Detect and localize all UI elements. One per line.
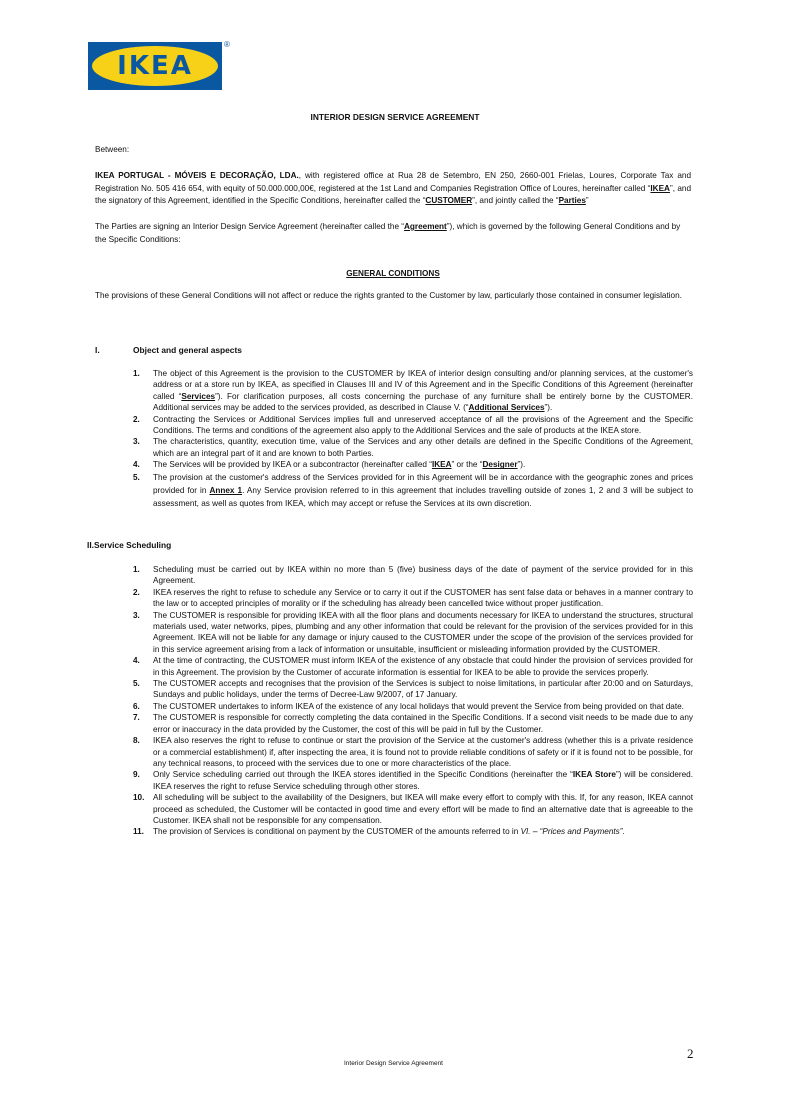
parties-paragraph: IKEA PORTUGAL - MÓVEIS E DECORAÇÃO, LDA., with registered office at Rua 28 de Setembro, EN 250, 2660-001 Frielas, Loures, Corporate Tax and Registration No. 505 416 654, with equity of 50.000.000,00€, registered at the 1st Land and Companies Registration Office of Loures, hereinafter called “IKEA”, and the signatory of this Agreement, identified in the Specific Conditions, hereinafter called the “CUSTOMER”, and jointly called the “Parties” — [95, 171, 692, 206]
ikea-logo — [88, 42, 222, 90]
general-conditions-heading: GENERAL CONDITIONS — [346, 269, 440, 278]
registered-mark: ® — [224, 40, 230, 49]
list-item: 7. The CUSTOMER is responsible for correctly completing the data contained in the Specific Conditions. If a second visit needs to be made due to any error or inaccuracy in the data provided by the Customer, the cost of this will be paid in full by the Customer. — [133, 713, 693, 734]
company-name: IKEA PORTUGAL - MÓVEIS E DECORAÇÃO, LDA. — [95, 171, 299, 180]
term-parties: Parties — [558, 196, 586, 206]
general-conditions-intro: The provisions of these General Conditions will not affect or reduce the rights granted to the Customer by law, particularly those contained in consumer legislation. — [95, 291, 682, 300]
section-1-numeral: I. — [95, 345, 100, 355]
list-item: 4. The Services will be provided by IKEA or a subcontractor (hereinafter called “IKEA” or the “Designer”). — [133, 460, 526, 470]
list-item: 5. The CUSTOMER accepts and recognises that the provision of the Services is subject to noise limitations, in particular after 20:00 and on Saturdays, Sundays and public holidays, under the terms of Decree-Law 9/2007, of 17 January. — [133, 679, 693, 700]
list-item: 1. Scheduling must be carried out by IKEA within no more than 5 (five) business days of the date of payment of the service provided for in this Agreement. — [133, 565, 693, 586]
list-item: 8. IKEA also reserves the right to refuse to continue or start the provision of the Service at the customer's address (whether this is a private residence or a commercial establishment) if, after inspecting the area, it is found not to provide reliable conditions of safety or if it is found not to be possible, for any technical reasons, to proceed with the services due to one or more characteristics of the place. — [133, 736, 693, 768]
term-agreement: Agreement — [404, 222, 447, 231]
page-footer: Interior Design Service Agreement — [344, 1060, 443, 1067]
list-item: 11. The provision of Services is conditional on payment by the CUSTOMER of the amounts referred to in VI. – “Prices and Payments”. — [133, 827, 625, 837]
list-item: 3. The CUSTOMER is responsible for providing IKEA with all the floor plans and documents necessary for IKEA to understand the structures, structural materials used, water networks, pipes, plumbing and any other information that could be relevant for the provision of the services provided for in this Agreement. IKEA will not be liable for any damage or injury caused to the CUSTOMER under the scope of the provision of the services provided for in this service agreement arising from a lack of information or unsuitable, insufficient or misleading information provided by the CUSTOMER. — [133, 610, 693, 654]
list-item: 9. Only Service scheduling carried out through the IKEA stores identified in the Specific Conditions (hereinafter the “IKEA Store”) will be considered. IKEA reserves the right to refuse Service scheduling through other stores. — [133, 770, 693, 791]
logo-wordmark: IKEA — [117, 51, 193, 81]
section-1-list — [133, 368, 693, 511]
list-item: 2. IKEA reserves the right to refuse to schedule any Service or to carry it out if the CUSTOMER has sent false data or behaves in a manner contrary to the law or to accepted principles of morality or if the scheduling has already been cancelled twice without proper justification. — [133, 587, 693, 609]
list-item: 5. The provision at the customer's address of the Services provided for in this Agreement will be in accordance with the geographic zones and prices provided for in Annex 1. Any Service provision referred to in this agreement that includes travelling outside of zones 1, 2 and 3 will be subject to assessment, as well as quotes from IKEA, which may accept or refuse the Services at its own discretion. — [133, 472, 693, 509]
agreement-paragraph: The Parties are signing an Interior Design Service Agreement (hereinafter called the “Agreement”), which is governed by the following General Conditions and by the Specific Conditions: — [95, 222, 681, 244]
section-2-heading: II.Service Scheduling — [87, 540, 172, 550]
section-2-list — [133, 564, 693, 838]
document-title: INTERIOR DESIGN SERVICE AGREEMENT — [310, 112, 480, 122]
list-item: 10. All scheduling will be subject to the availability of the Designers, but IKEA will make every effort to comply with this. If, for any reason, IKEA cannot proceed as scheduled, the Customer will be contacted in good time and every effort will be made to find an alternative date that is agreeable to the Customer. IKEA shall not be responsible for any compensation. — [133, 793, 693, 825]
list-item: 3. The characteristics, quantity, execution time, value of the Services and any other details are defined in the Specific Conditions of the Agreement, which are an integral part of it and are known to both Parties. — [133, 437, 693, 458]
list-item: 2. Contracting the Services or Additional Services implies full and unreserved acceptance of all the provisions of the Agreement and the Specific Conditions. The terms and conditions of the agreement also apply to the Additional Services and the sale of products at the IKEA store. — [133, 414, 693, 436]
list-item: 6. The CUSTOMER undertakes to inform IKEA of the existence of any local holidays that would prevent the Service from being provided on that date. — [133, 701, 684, 711]
section-1-heading: Object and general aspects — [133, 345, 242, 355]
between-label: Between: — [95, 145, 130, 154]
page-number: 2 — [687, 1046, 694, 1061]
term-ikea: IKEA — [650, 183, 670, 193]
list-item: 1. The object of this Agreement is the provision to the CUSTOMER by IKEA of interior design consulting and/or planning services, at the customer's address or at a store run by IKEA, as specified in Clauses III and IV of this Agreement and in the Specific Conditions of this Agreement (hereinafter called “Services”). For clarification purposes, all costs concerning the purchase of any furniture shall be entirely borne by the CUSTOMER. Additional services may be added to the services provided, as described in Clause V. (“Additional Services”). — [133, 369, 693, 413]
list-item: 4. At the time of contracting, the CUSTOMER must inform IKEA of the existence of any obstacle that could hinder the provision of services provided for in this Agreement. The provision by the Customer of accurate information is essential for IKEA to be able to provide the services properly. — [133, 656, 693, 677]
term-customer: CUSTOMER — [425, 196, 473, 206]
